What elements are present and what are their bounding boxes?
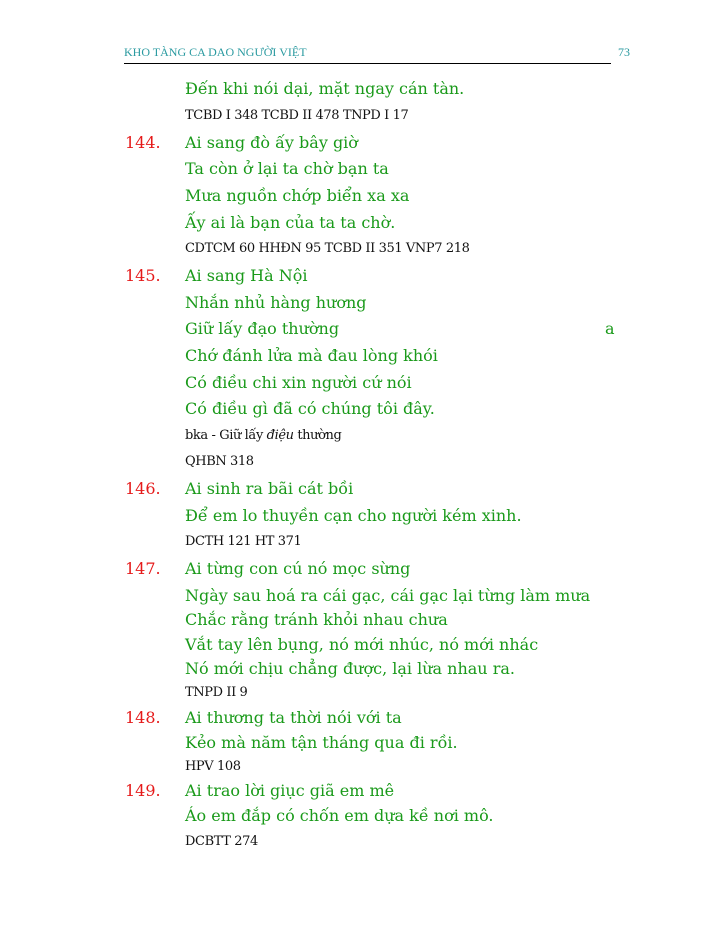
verse-line: Áo em đắp có chốn em dựa kề nơi mô. <box>185 806 494 825</box>
verse-line: Ngày sau hoá ra cái gạc, cái gạc lại từng làm mưa <box>185 586 591 605</box>
running-header <box>124 45 630 61</box>
verse-line: Ai trao lời giục giã em mê <box>185 781 395 800</box>
verse-line: Ai sinh ra bãi cát bồi <box>185 479 354 498</box>
verse-line: Ai thương ta thời nói với ta <box>185 708 402 727</box>
verse-line: Giữ lấy đạo thường <box>185 319 340 338</box>
page-number: 73 <box>618 45 630 59</box>
verse-line: Ai từng con cú nó mọc sừng <box>185 559 411 578</box>
verse-line: Chớ đánh lửa mà đau lòng khói <box>185 346 438 365</box>
source-line: HPV 108 <box>185 759 241 774</box>
verse-line: Đến khi nói dại, mặt ngay cán tàn. <box>185 79 465 98</box>
entry-number: 147. <box>125 559 161 578</box>
margin-letter: a <box>605 319 615 338</box>
verse-line: Để em lo thuyền cạn cho người kém xinh. <box>185 506 522 525</box>
source-line: TCBD I 348 TCBD II 478 TNPD I 17 <box>185 108 409 123</box>
entry-number: 148. <box>125 708 161 727</box>
entry-number: 145. <box>125 266 161 285</box>
variant-note-text: bka - Giữ lấy <box>185 428 267 443</box>
source-line: DCTH 121 HT 371 <box>185 534 302 549</box>
source-line: CDTCM 60 HHĐN 95 TCBD II 351 VNP7 218 <box>185 241 470 256</box>
entry-number: 149. <box>125 781 161 800</box>
verse-line: Mưa nguồn chớp biển xa xa <box>185 186 410 205</box>
verse-line: Có điều gì đã có chúng tôi đây. <box>185 399 435 418</box>
verse-line: Kẻo mà năm tận tháng qua đi rồi. <box>185 733 458 752</box>
verse-line: Vắt tay lên bụng, nó mới nhúc, nó mới nhác <box>185 635 539 654</box>
source-line: QHBN 318 <box>185 454 254 469</box>
source-line: DCBTT 274 <box>185 834 258 849</box>
source-line: TNPD II 9 <box>185 685 248 700</box>
verse-line: Ai sang đò ấy bây giờ <box>185 133 358 152</box>
entry-number: 146. <box>125 479 161 498</box>
verse-line: Ta còn ở lại ta chờ bạn ta <box>185 159 389 178</box>
variant-note <box>185 427 341 445</box>
entry-number: 144. <box>125 133 161 152</box>
header-rule <box>124 63 611 64</box>
verse-line: Ấy ai là bạn của ta ta chờ. <box>185 213 396 232</box>
verse-line: Chắc rằng tránh khỏi nhau chưa <box>185 610 448 629</box>
running-title: KHO TÀNG CA DAO NGƯỜI VIỆT <box>124 45 307 59</box>
verse-line: Nó mới chịu chẳng được, lại lừa nhau ra. <box>185 659 515 678</box>
variant-note-emphasis: điệu <box>266 428 294 443</box>
verse-line: Ai sang Hà Nội <box>185 266 308 285</box>
verse-line: Nhắn nhủ hàng hương <box>185 293 367 312</box>
variant-note-after: thường <box>293 428 342 443</box>
verse-line: Có điều chi xin người cứ nói <box>185 373 412 392</box>
